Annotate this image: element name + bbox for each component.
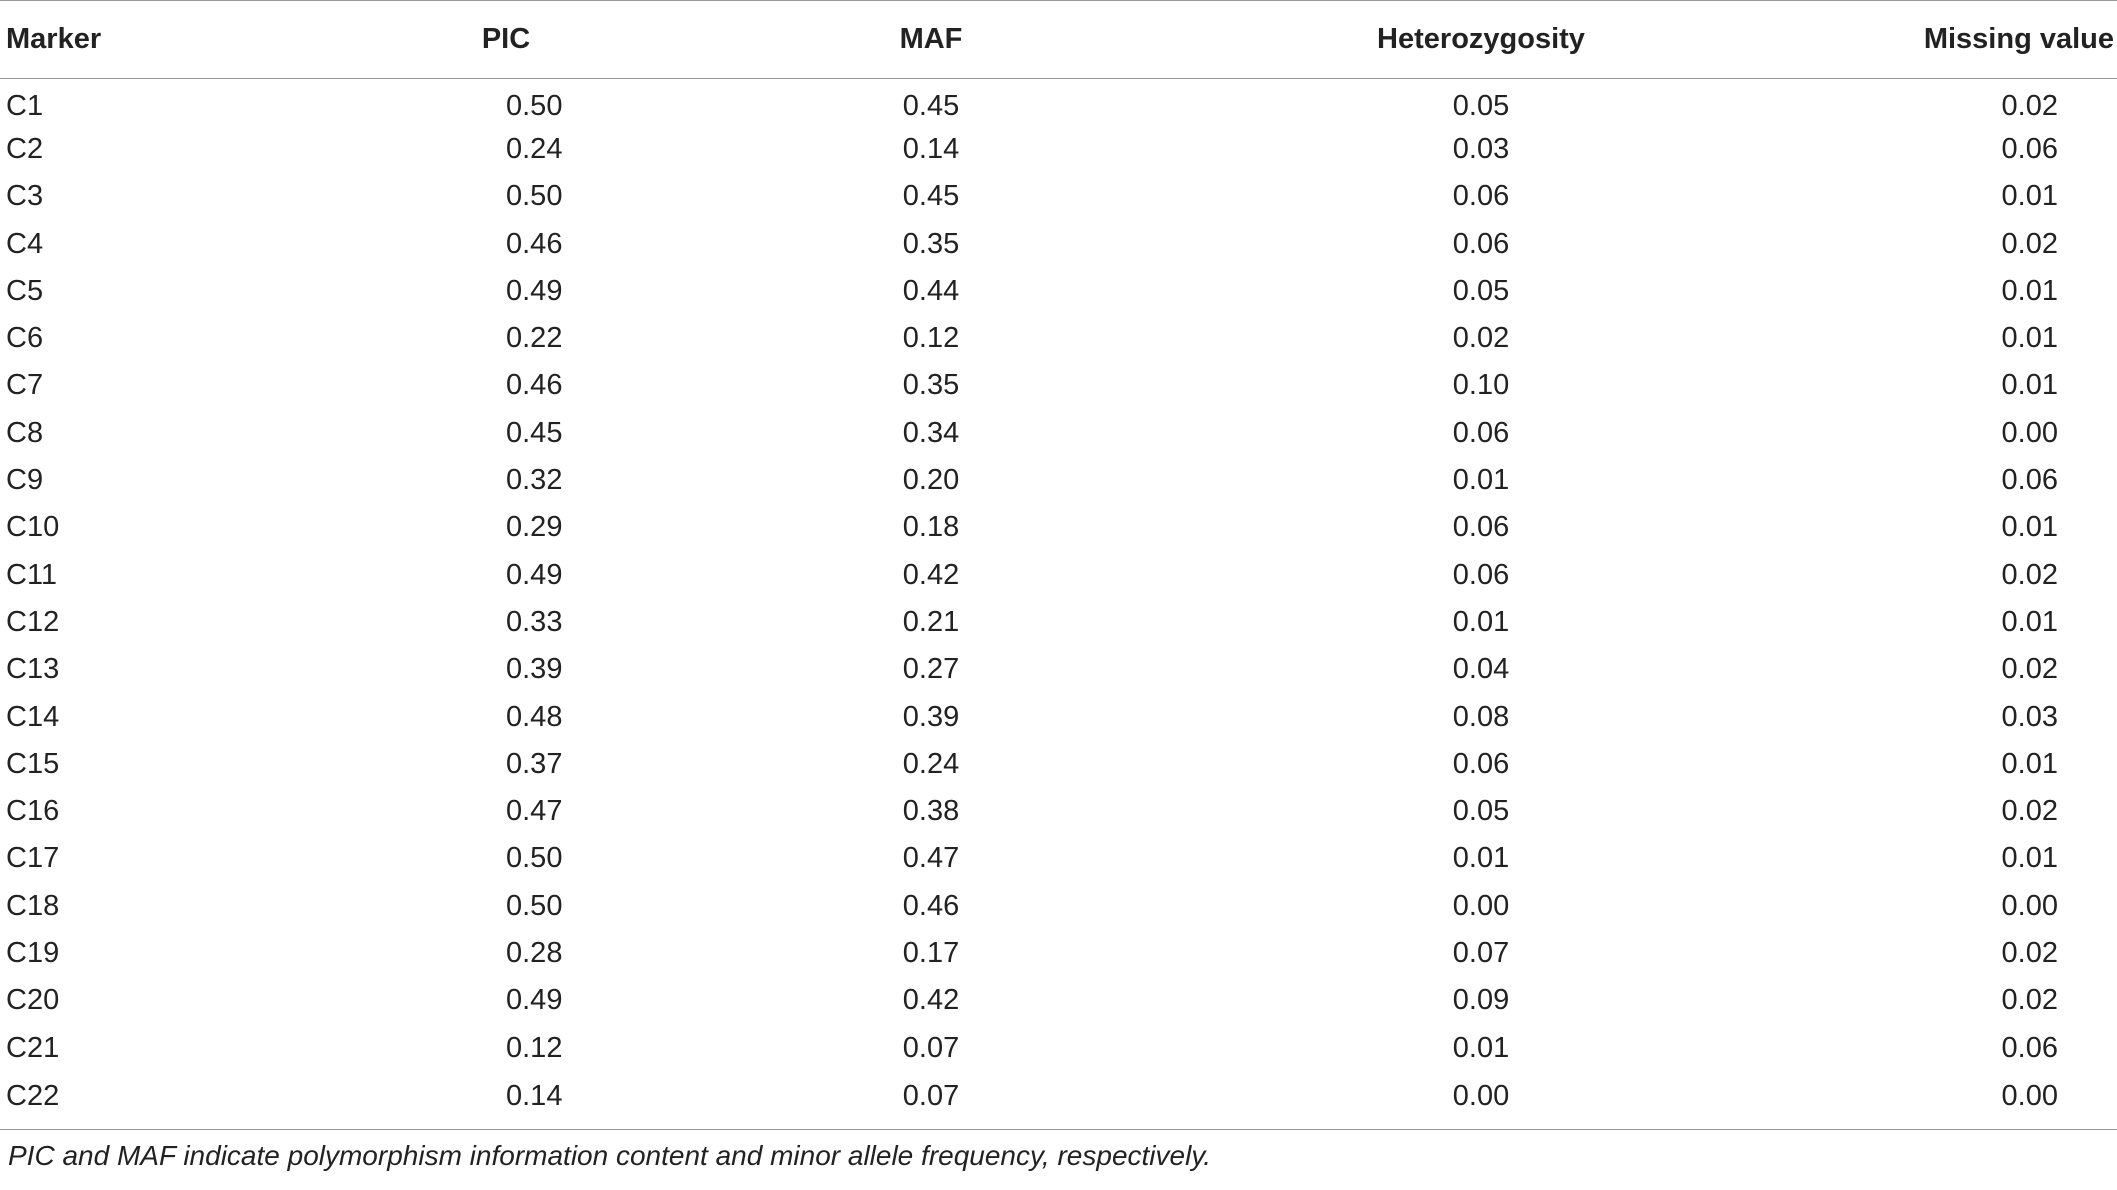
cell-maf: 0.46 [902,889,960,922]
table-row [0,410,2117,457]
cell-pic: 0.50 [506,889,563,922]
cell-missing-value: 0.00 [2001,1079,2058,1112]
cell-heterozygosity: 0.02 [1452,322,1510,355]
cell-maf: 0.39 [902,700,960,733]
cell-pic: 0.28 [506,936,563,969]
cell-maf: 0.38 [902,795,960,828]
cell-missing-value: 0.00 [2001,889,2058,922]
table-row [0,551,2117,598]
cell-missing-value: 0.01 [2001,747,2058,780]
cell-pic: 0.46 [506,369,563,402]
cell-maf: 0.07 [902,1079,960,1112]
cell-missing-value: 0.03 [2001,700,2058,733]
cell-pic: 0.50 [506,842,563,875]
cell-heterozygosity: 0.05 [1452,89,1510,122]
cell-marker: C20 [6,984,60,1017]
table-row [0,599,2117,646]
cell-heterozygosity: 0.01 [1452,605,1510,638]
cell-missing-value: 0.01 [2001,605,2058,638]
cell-marker: C10 [6,511,60,544]
cell-marker: C1 [6,89,44,122]
cell-marker: C15 [6,747,60,780]
table-row [0,79,2117,126]
table-row [0,1072,2117,1130]
cell-missing-value: 0.02 [2001,227,2058,260]
cell-heterozygosity: 0.04 [1452,653,1510,686]
cell-missing-value: 0.01 [2001,842,2058,875]
table-body [0,79,2117,1130]
cell-marker: C5 [6,274,44,307]
cell-heterozygosity: 0.01 [1452,464,1510,497]
header-marker: Marker [6,23,102,55]
cell-pic: 0.32 [506,464,563,497]
cell-maf: 0.27 [902,653,960,686]
cell-pic: 0.46 [506,227,563,260]
cell-heterozygosity: 0.06 [1452,180,1510,213]
cell-heterozygosity: 0.06 [1452,511,1510,544]
cell-maf: 0.17 [902,936,960,969]
cell-missing-value: 0.06 [2001,1031,2058,1064]
cell-missing-value: 0.02 [2001,653,2058,686]
cell-heterozygosity: 0.00 [1452,1079,1510,1112]
cell-maf: 0.12 [902,322,960,355]
cell-pic: 0.45 [506,416,563,449]
table-row [0,977,2117,1024]
table-row [0,741,2117,788]
table-row [0,693,2117,740]
table-row [0,457,2117,504]
cell-heterozygosity: 0.05 [1452,274,1510,307]
cell-marker: C2 [6,132,44,165]
cell-maf: 0.14 [902,132,960,165]
cell-pic: 0.22 [506,322,563,355]
cell-pic: 0.24 [506,132,563,165]
cell-pic: 0.37 [506,747,563,780]
header-maf: MAF [899,23,963,55]
cell-marker: C6 [6,322,44,355]
cell-maf: 0.35 [902,227,960,260]
cell-pic: 0.33 [506,605,563,638]
cell-maf: 0.45 [902,180,960,213]
cell-heterozygosity: 0.00 [1452,889,1510,922]
cell-missing-value: 0.01 [2001,274,2058,307]
cell-marker: C11 [6,558,58,591]
header-missing-value: Missing value [1923,23,2114,55]
cell-heterozygosity: 0.05 [1452,795,1510,828]
cell-heterozygosity: 0.08 [1452,700,1510,733]
cell-maf: 0.20 [902,464,960,497]
table-row [0,788,2117,835]
cell-missing-value: 0.01 [2001,511,2058,544]
table-row [0,835,2117,882]
cell-missing-value: 0.02 [2001,795,2058,828]
cell-heterozygosity: 0.01 [1452,842,1510,875]
cell-marker: C19 [6,936,60,969]
cell-pic: 0.39 [506,653,563,686]
cell-maf: 0.07 [902,1031,960,1064]
cell-marker: C3 [6,180,44,213]
cell-maf: 0.24 [902,747,960,780]
cell-maf: 0.34 [902,416,960,449]
cell-heterozygosity: 0.07 [1452,936,1510,969]
table-row [0,315,2117,362]
cell-marker: C22 [6,1079,60,1112]
cell-missing-value: 0.01 [2001,322,2058,355]
cell-maf: 0.18 [902,511,960,544]
cell-maf: 0.47 [902,842,960,875]
cell-heterozygosity: 0.03 [1452,132,1510,165]
cell-maf: 0.45 [902,89,960,122]
cell-pic: 0.48 [506,700,563,733]
cell-heterozygosity: 0.06 [1452,747,1510,780]
cell-marker: C21 [6,1031,60,1064]
cell-marker: C14 [6,700,60,733]
cell-heterozygosity: 0.06 [1452,227,1510,260]
cell-maf: 0.35 [902,369,960,402]
table-footnote: PIC and MAF indicate polymorphism information content and minor allele frequency, respectively. [8,1140,1212,1171]
cell-heterozygosity: 0.06 [1452,416,1510,449]
cell-marker: C9 [6,464,44,497]
cell-maf: 0.44 [902,274,960,307]
cell-pic: 0.49 [506,274,563,307]
cell-marker: C17 [6,842,60,875]
table-header [0,1,2117,79]
table-row [0,268,2117,315]
cell-marker: C7 [6,369,44,402]
cell-pic: 0.50 [506,180,563,213]
table-row [0,504,2117,551]
cell-pic: 0.49 [506,558,563,591]
cell-missing-value: 0.02 [2001,936,2058,969]
cell-maf: 0.42 [902,984,960,1017]
cell-heterozygosity: 0.10 [1452,369,1510,402]
table-row [0,220,2117,267]
cell-missing-value: 0.01 [2001,369,2058,402]
header-pic: PIC [481,23,531,55]
cell-marker: C16 [6,795,60,828]
table-row [0,362,2117,409]
cell-marker: C4 [6,227,44,260]
cell-marker: C18 [6,889,60,922]
cell-missing-value: 0.06 [2001,132,2058,165]
cell-missing-value: 0.06 [2001,464,2058,497]
cell-missing-value: 0.01 [2001,180,2058,213]
table-row [0,646,2117,693]
cell-missing-value: 0.00 [2001,416,2058,449]
cell-missing-value: 0.02 [2001,984,2058,1017]
cell-marker: C8 [6,416,44,449]
cell-pic: 0.49 [506,984,563,1017]
table-row [0,930,2117,977]
cell-pic: 0.50 [506,89,563,122]
cell-missing-value: 0.02 [2001,558,2058,591]
table-row [0,126,2117,173]
cell-pic: 0.47 [506,795,563,828]
cell-pic: 0.29 [506,511,563,544]
cell-maf: 0.42 [902,558,960,591]
cell-maf: 0.21 [902,605,960,638]
table-row [0,1024,2117,1071]
cell-pic: 0.14 [506,1079,563,1112]
cell-heterozygosity: 0.06 [1452,558,1510,591]
header-row [0,1,2117,79]
cell-heterozygosity: 0.09 [1452,984,1510,1017]
cell-marker: C12 [6,605,60,638]
header-heterozygosity: Heterozygosity [1377,23,1585,55]
cell-heterozygosity: 0.01 [1452,1031,1510,1064]
cell-missing-value: 0.02 [2001,89,2058,122]
cell-marker: C13 [6,653,60,686]
table-row [0,883,2117,930]
cell-pic: 0.12 [506,1031,563,1064]
table-row [0,173,2117,220]
